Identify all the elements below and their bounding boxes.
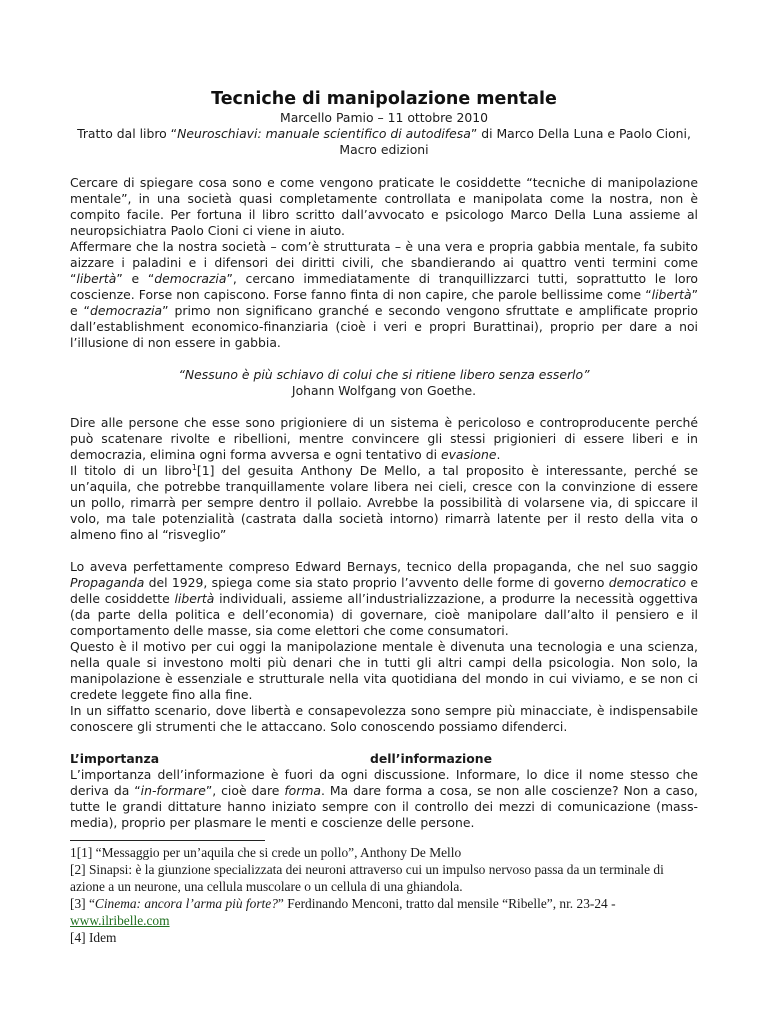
society-text-a: Affermare che la nostra società – com’è strutturata – è una vera e propria gabbia mentale, fa subito aizzare i paladini e i difensori dei diritti civili, che sbandierando ai quattro venti termini come “ [70, 239, 698, 286]
term-evasione: evasione [440, 447, 497, 462]
author-line: Marcello Pamio – 11 ottobre 2010 [280, 110, 488, 125]
section-heading-a: L’importanza [70, 751, 160, 766]
footnote-divider [70, 840, 265, 841]
bernays-text-b: del 1929, spiega come sia stato proprio l’avvento delle forme di governo [144, 575, 609, 590]
term-democrazia-2: democrazia [89, 303, 163, 318]
footnote-ref-1[interactable]: 1 [191, 462, 197, 472]
paragraph-information [70, 767, 698, 831]
quote-author: Johann Wolfgang von Goethe. [291, 383, 477, 398]
bernays-text-c: e delle cosiddette [70, 575, 698, 606]
term-liberta-2: libertà [651, 287, 692, 302]
society-text-b: ” e “ [116, 271, 155, 286]
footnote-3-text-a: [3] “ [70, 896, 95, 911]
term-propaganda: Propaganda [70, 575, 145, 590]
section-heading-b: dell’informazione [370, 751, 493, 766]
bernays-text-d: individuali, assieme all’industrializzazione, a produrre la necessità oggettiva (da parte della politica e dell’economia) di governare, cioè manipolare dall’alto il pensiero e il comportamento delle masse, sia come elettori che come consumatori. [70, 591, 698, 638]
information-text-a: L’importanza dell’informazione è fuori da ogni discussione. Informare, lo dice il nome stesso che deriva da “ [70, 767, 698, 798]
paragraph-technology: Questo è il motivo per cui oggi la manipolazione mentale è divenuta una tecnologia e una scienza, nella quale si investono molti più denari che in tutti gli altri campi della psicologia. Non solo, la manipolazione è essenziale e strutturale nella vita quotidiana del mondo in cui viviamo, e se non ci credete leggete fino alla fine. [70, 639, 698, 702]
section-heading [70, 751, 698, 767]
society-text-c: ”, cercano immediatamente di tranquillizzarci tutti, soprattutto le loro coscienze. Forse non capiscono. Forse fanno finta di non capire, che parole bellissime come “ [70, 271, 698, 302]
paragraph-prisoners [70, 415, 698, 463]
eagle-text-b: [1] del gesuita Anthony De Mello, a tal proposito è interessante, perché se un’aquila, che potrebbe tranquillamente volare libera nei cieli, cresce con la convinzione di essere un pollo, rimarrà per sempre dentro il pollaio. Avrebbe la possibilità di volarsene via, di spiccare il volo, ma tale potenzialità (castrata dalla società intorno) rimarrà latente per il resto della vita o almeno fino al “risveglio” [70, 463, 699, 542]
prisoners-text-a: Dire alle persone che esse sono prigioniere di un sistema è pericoloso e controproducente perché può scatenare rivolte e ribellioni, mentre convincere gli stessi prigionieri di essere liberi e in democrazia, elimina ogni forma avversa e ogni tentativo di [70, 415, 698, 462]
paragraph-bernays [70, 559, 698, 639]
term-in-formare: in-formare [140, 783, 206, 798]
term-democratico: democratico [608, 575, 687, 590]
eagle-text-a: Il titolo di un libro [70, 463, 192, 478]
source-book-title: Neuroschiavi: manuale scientifico di autodifesa [177, 126, 471, 141]
society-text-d: ” e “ [70, 287, 698, 318]
term-democrazia: democrazia [154, 271, 227, 286]
prisoners-text-b: . [496, 447, 501, 462]
footnote-3-title: Cinema: ancora l’arma più forte? [94, 896, 278, 911]
ilribelle-link[interactable]: www.ilribelle.com [70, 913, 170, 928]
term-forma: forma [284, 783, 322, 798]
bernays-text-a: Lo aveva perfettamente compreso Edward Bernays, tecnico della propaganda, che nel suo saggio [70, 559, 698, 574]
paragraph-scenario: In un siffatto scenario, dove libertà e consapevolezza sono sempre più minacciate, è indispensabile conoscere gli strumenti che le attaccano. Solo conoscendo possiamo difenderci. [70, 703, 698, 734]
footnote-3-link-row [70, 912, 698, 929]
footnote-2: [2] Sinapsi: è la giunzione specializzata dei neuroni attraverso cui un impulso nervoso passa da un terminale di azione a un neurone, una cellula muscolare o un cellula di una ghiandola. [70, 862, 664, 894]
paragraph-eagle [70, 463, 698, 543]
source-prefix: Tratto dal libro “ [77, 126, 178, 141]
footnote-3-text-b: ” Ferdinando Menconi, tratto dal mensile “Ribelle”, nr. 23-24 - [277, 896, 616, 911]
source-suffix: ” di Marco Della Luna e Paolo Cioni, [470, 126, 691, 141]
footnote-4: [4] Idem [70, 930, 117, 945]
source-line [70, 126, 698, 142]
quote-text: “Nessuno è più schiavo di colui che si ritiene libero senza esserlo” [178, 367, 590, 382]
society-text-e: ” primo non significano granché e secondo vengono sfruttate e amplificate proprio dall’establishment economico-finanziaria (cioè i veri e propri Burattinai), proprio per dare a noi l’illusione di non essere in gabbia. [70, 303, 698, 350]
goethe-quote [70, 367, 698, 383]
paragraph-intro [70, 175, 698, 239]
term-liberta-3: libertà [174, 591, 215, 606]
intro-text-a: Cercare di spiegare cosa sono e come vengono praticate le cosiddette “tecniche di manipolazione mentale”, in una società quasi completamente controllata e manipolata come la nostra, non è compito facile. Per fortuna il libro scritto dall’avvocato e psicologo Marco Della Luna assieme al neuropsichiatra Paolo Cioni ci viene in aiuto. [70, 175, 698, 238]
footnote-1: 1[1] “Messaggio per un’aquila che si crede un pollo”, Anthony De Mello [70, 845, 462, 860]
paragraph-society [70, 239, 698, 351]
publisher-line: Macro edizioni [339, 142, 429, 157]
term-liberta: libertà [76, 271, 117, 286]
information-text-c: . Ma dare forma a cosa, se non alle coscienze? Non a caso, tutte le grandi dittature hanno iniziato sempre con il controllo dei mezzi di comunicazione (mass-media), proprio per plasmare le menti e coscienze delle persone. [70, 783, 698, 830]
page-title: Tecniche di manipolazione mentale [211, 89, 557, 109]
information-text-b: ”, cioè dare [205, 783, 285, 798]
footnote-3 [70, 895, 698, 912]
